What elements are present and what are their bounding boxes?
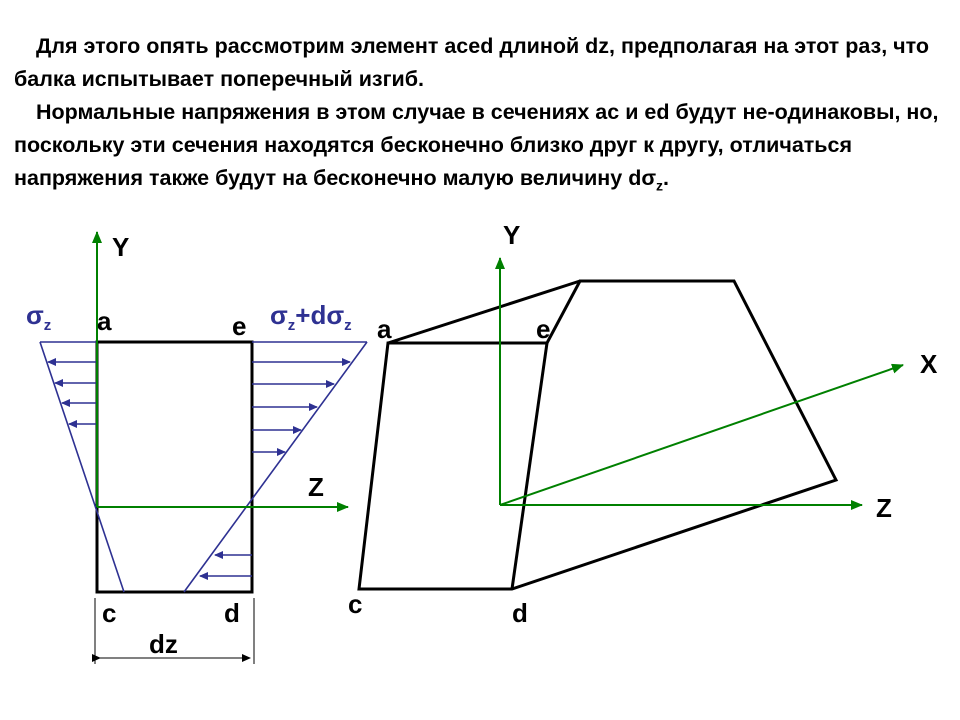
paragraph-2-subscript: z — [656, 177, 664, 194]
right-axis-x — [500, 365, 903, 505]
element-outline-3d — [359, 281, 836, 589]
left-label-c: c — [102, 598, 117, 628]
right-label-y: Y — [503, 220, 521, 250]
right-label-e: e — [536, 314, 551, 344]
left-stress-diagram — [40, 342, 124, 592]
right-label-z: Z — [876, 493, 892, 523]
left-diagram — [26, 232, 367, 664]
sigma-right-label: $\sigma_z+d\sigma_z$ — [270, 300, 352, 334]
left-label-z: Z — [308, 472, 324, 502]
left-label-y: Y — [112, 232, 130, 262]
left-label-d: d — [224, 598, 240, 628]
right-diagram — [348, 220, 938, 628]
right-label-a: a — [377, 314, 392, 344]
stress-line-left — [40, 342, 124, 592]
dimension-label-dz: dz — [149, 629, 178, 659]
left-label-e: e — [232, 311, 247, 341]
paragraph-1: Для этого опять рассмотрим элемент aced длиной dz, предполагая на этот раз, что балка испытывает поперечный изгиб. — [14, 34, 930, 91]
paragraph-2-main: Нормальные напряжения в этом случае в сечениях ac и ed будут не-одинаковы, но, поскольку эти сечения находятся бесконечно близко друг к другу, отличаться напряжения также будут на бесконечно малую величину dσ — [14, 100, 939, 190]
right-label-x: X — [920, 349, 938, 379]
left-label-a: a — [97, 306, 112, 336]
right-stress-diagram — [184, 342, 367, 592]
stress-line-right — [184, 342, 367, 592]
paragraph-2-end: . — [663, 166, 670, 190]
right-label-d: d — [512, 598, 528, 628]
element-edge-e-d — [512, 343, 547, 589]
sigma-left-label: $\sigma_z$ — [26, 300, 52, 334]
right-label-c: c — [348, 589, 363, 619]
